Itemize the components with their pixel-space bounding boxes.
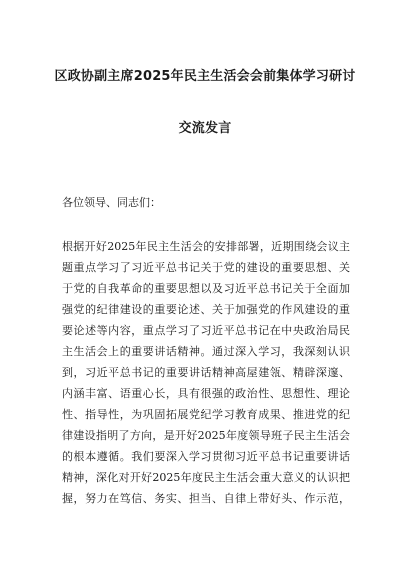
body-line: 精神，深化对开好2025年度民主生活会重大意义的认识把 <box>62 471 350 484</box>
body-line: 于党的自我革命的重要思想以及习近平总书记关于全面加 <box>62 282 350 295</box>
salutation: 各位领导、同志们： <box>62 196 161 209</box>
body-line: 题重点学习了习近平总书记关于党的建设的重要思想、关 <box>62 261 350 274</box>
body-line: 律建设指明了方向，是开好2025年度领导班子民主生活会 <box>62 429 350 442</box>
body-line: 要论述等内容，重点学习了习近平总书记在中央政治局民 <box>62 324 350 337</box>
document-title: 区政协副主席2025年民主生活会会前集体学习研讨 <box>54 69 356 84</box>
body-line: 握，努力在笃信、务实、担当、自律上带好头、作示范， <box>62 492 350 505</box>
document-subtitle: 交流发言 <box>178 121 232 136</box>
body-line: 强党的纪律建设的重要论述、关于加强党的作风建设的重 <box>62 303 350 316</box>
body-line: 主生活会上的重要讲话精神。通过深入学习，我深刻认识 <box>62 345 350 358</box>
body-line: 根据开好2025年民主生活会的安排部署，近期围绕会议主 <box>62 240 350 253</box>
body-line: 性、指导性，为巩固拓展党纪学习教育成果、推进党的纪 <box>62 408 350 421</box>
body-line: 的根本遵循。我们要深入学习贯彻习近平总书记重要讲话 <box>62 450 350 463</box>
body-line: 内涵丰富、语重心长，具有很强的政治性、思想性、理论 <box>62 387 350 400</box>
body-line: 到，习近平总书记的重要讲话精神高屋建瓴、精辟深邃、 <box>62 366 350 379</box>
